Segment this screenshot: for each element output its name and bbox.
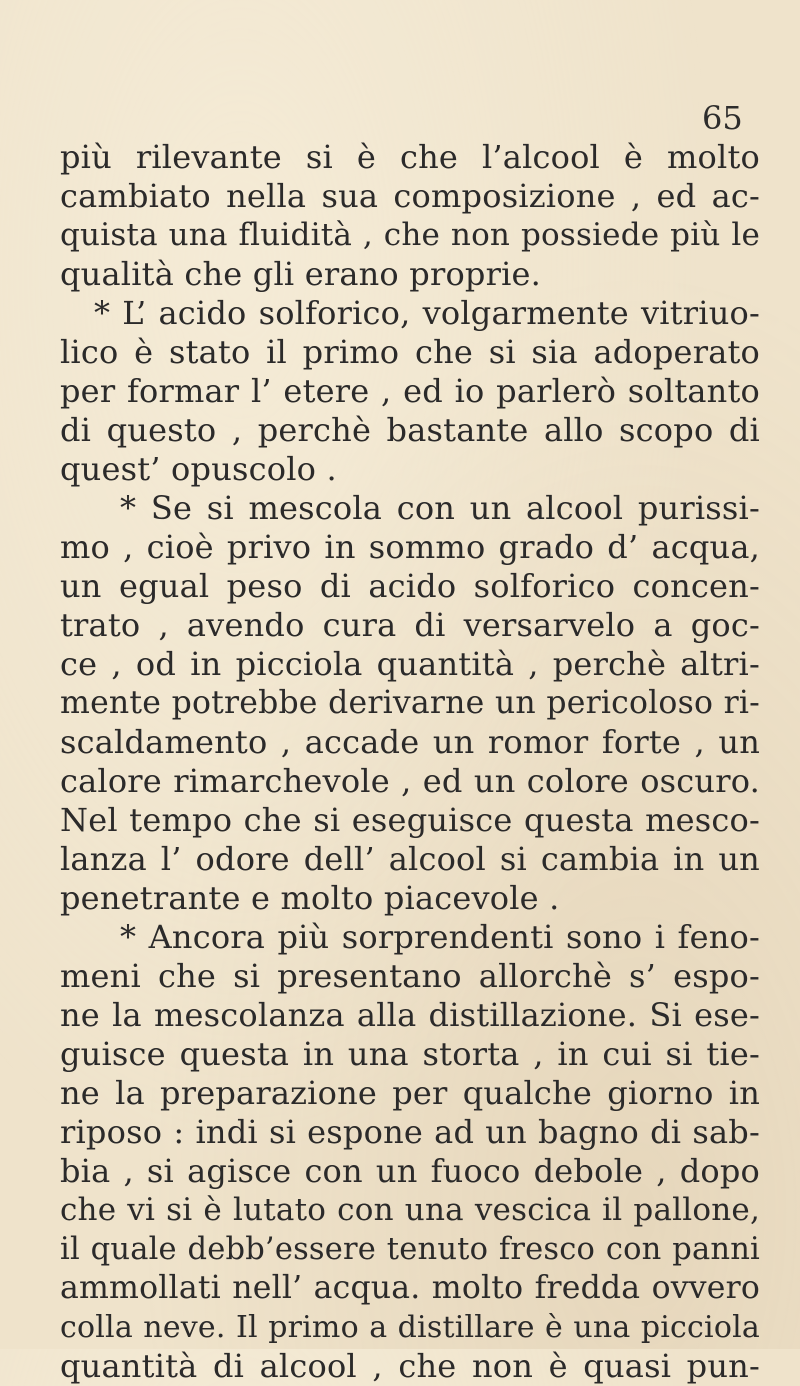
paragraph-start-line: * Ancora più sorprendenti sono i feno- [120,918,760,956]
text-line: un egual peso di acido solforico concen- [60,567,760,605]
text-line: meni che si presentano allorchè s’ espo- [60,957,760,995]
text-line: ce , od in picciola quantità , perchè altri- [60,645,760,683]
text-line: lanza l’ odore dell’ alcool si cambia in un [60,840,760,878]
text-line: guisce questa in una storta , in cui si tie- [60,1035,760,1073]
text-line: scaldamento , accade un romor forte , un [60,723,760,761]
text-line: trato , avendo cura di versarvelo a goc- [60,606,760,644]
text-line: quista una fluidità , che non possiede più le [60,217,760,253]
body-text [60,138,760,1386]
text-line: bia , si agisce con un fuoco debole , dopo [60,1152,760,1190]
text-line: Nel tempo che si eseguisce questa mesco- [60,801,760,839]
text-line: lico è stato il primo che si sia adoperato [60,333,760,371]
text-line: penetrante e molto piacevole . [60,879,560,917]
text-line: riposo : indi si espone ad un bagno di sab- [60,1113,760,1151]
text-line: che vi si è lutato con una vescica il pallone, [60,1192,760,1228]
text-line: ne la mescolanza alla distillazione. Si ese- [60,996,760,1034]
text-line: per formar l’ etere , ed io parlerò soltanto [60,372,760,410]
text-line: mo , cioè privo in sommo grado d’ acqua, [60,528,760,566]
paragraph-start-line: * Se si mescola con un alcool purissi- [120,489,760,527]
text-line: cambiato nella sua composizione , ed ac- [60,177,760,215]
text-line: calore rimarchevole , ed un colore oscuro. [60,762,760,800]
text-line: ammollati nell’ acqua. molto fredda ovvero [60,1270,760,1306]
text-line: più rilevante si è che l’alcool è molto [60,138,760,176]
text-line: mente potrebbe derivarne un pericoloso ri- [60,685,760,721]
text-line: colla neve. Il primo a distillare è una picciola [60,1310,760,1345]
text-line: ne la preparazione per qualche giorno in [60,1074,760,1112]
page-number: 65 [702,99,743,137]
text-line: quantità di alcool , che non è quasi pun- [60,1347,760,1385]
text-line: di questo , perchè bastante allo scopo di [60,411,760,449]
text-line: qualità che gli erano proprie. [60,255,542,293]
paragraph-start-line: * L’ acido solforico, volgarmente vitriuo- [94,294,760,332]
text-line: quest’ opuscolo . [60,450,337,488]
text-line: il quale debb’essere tenuto fresco con panni [60,1232,760,1267]
